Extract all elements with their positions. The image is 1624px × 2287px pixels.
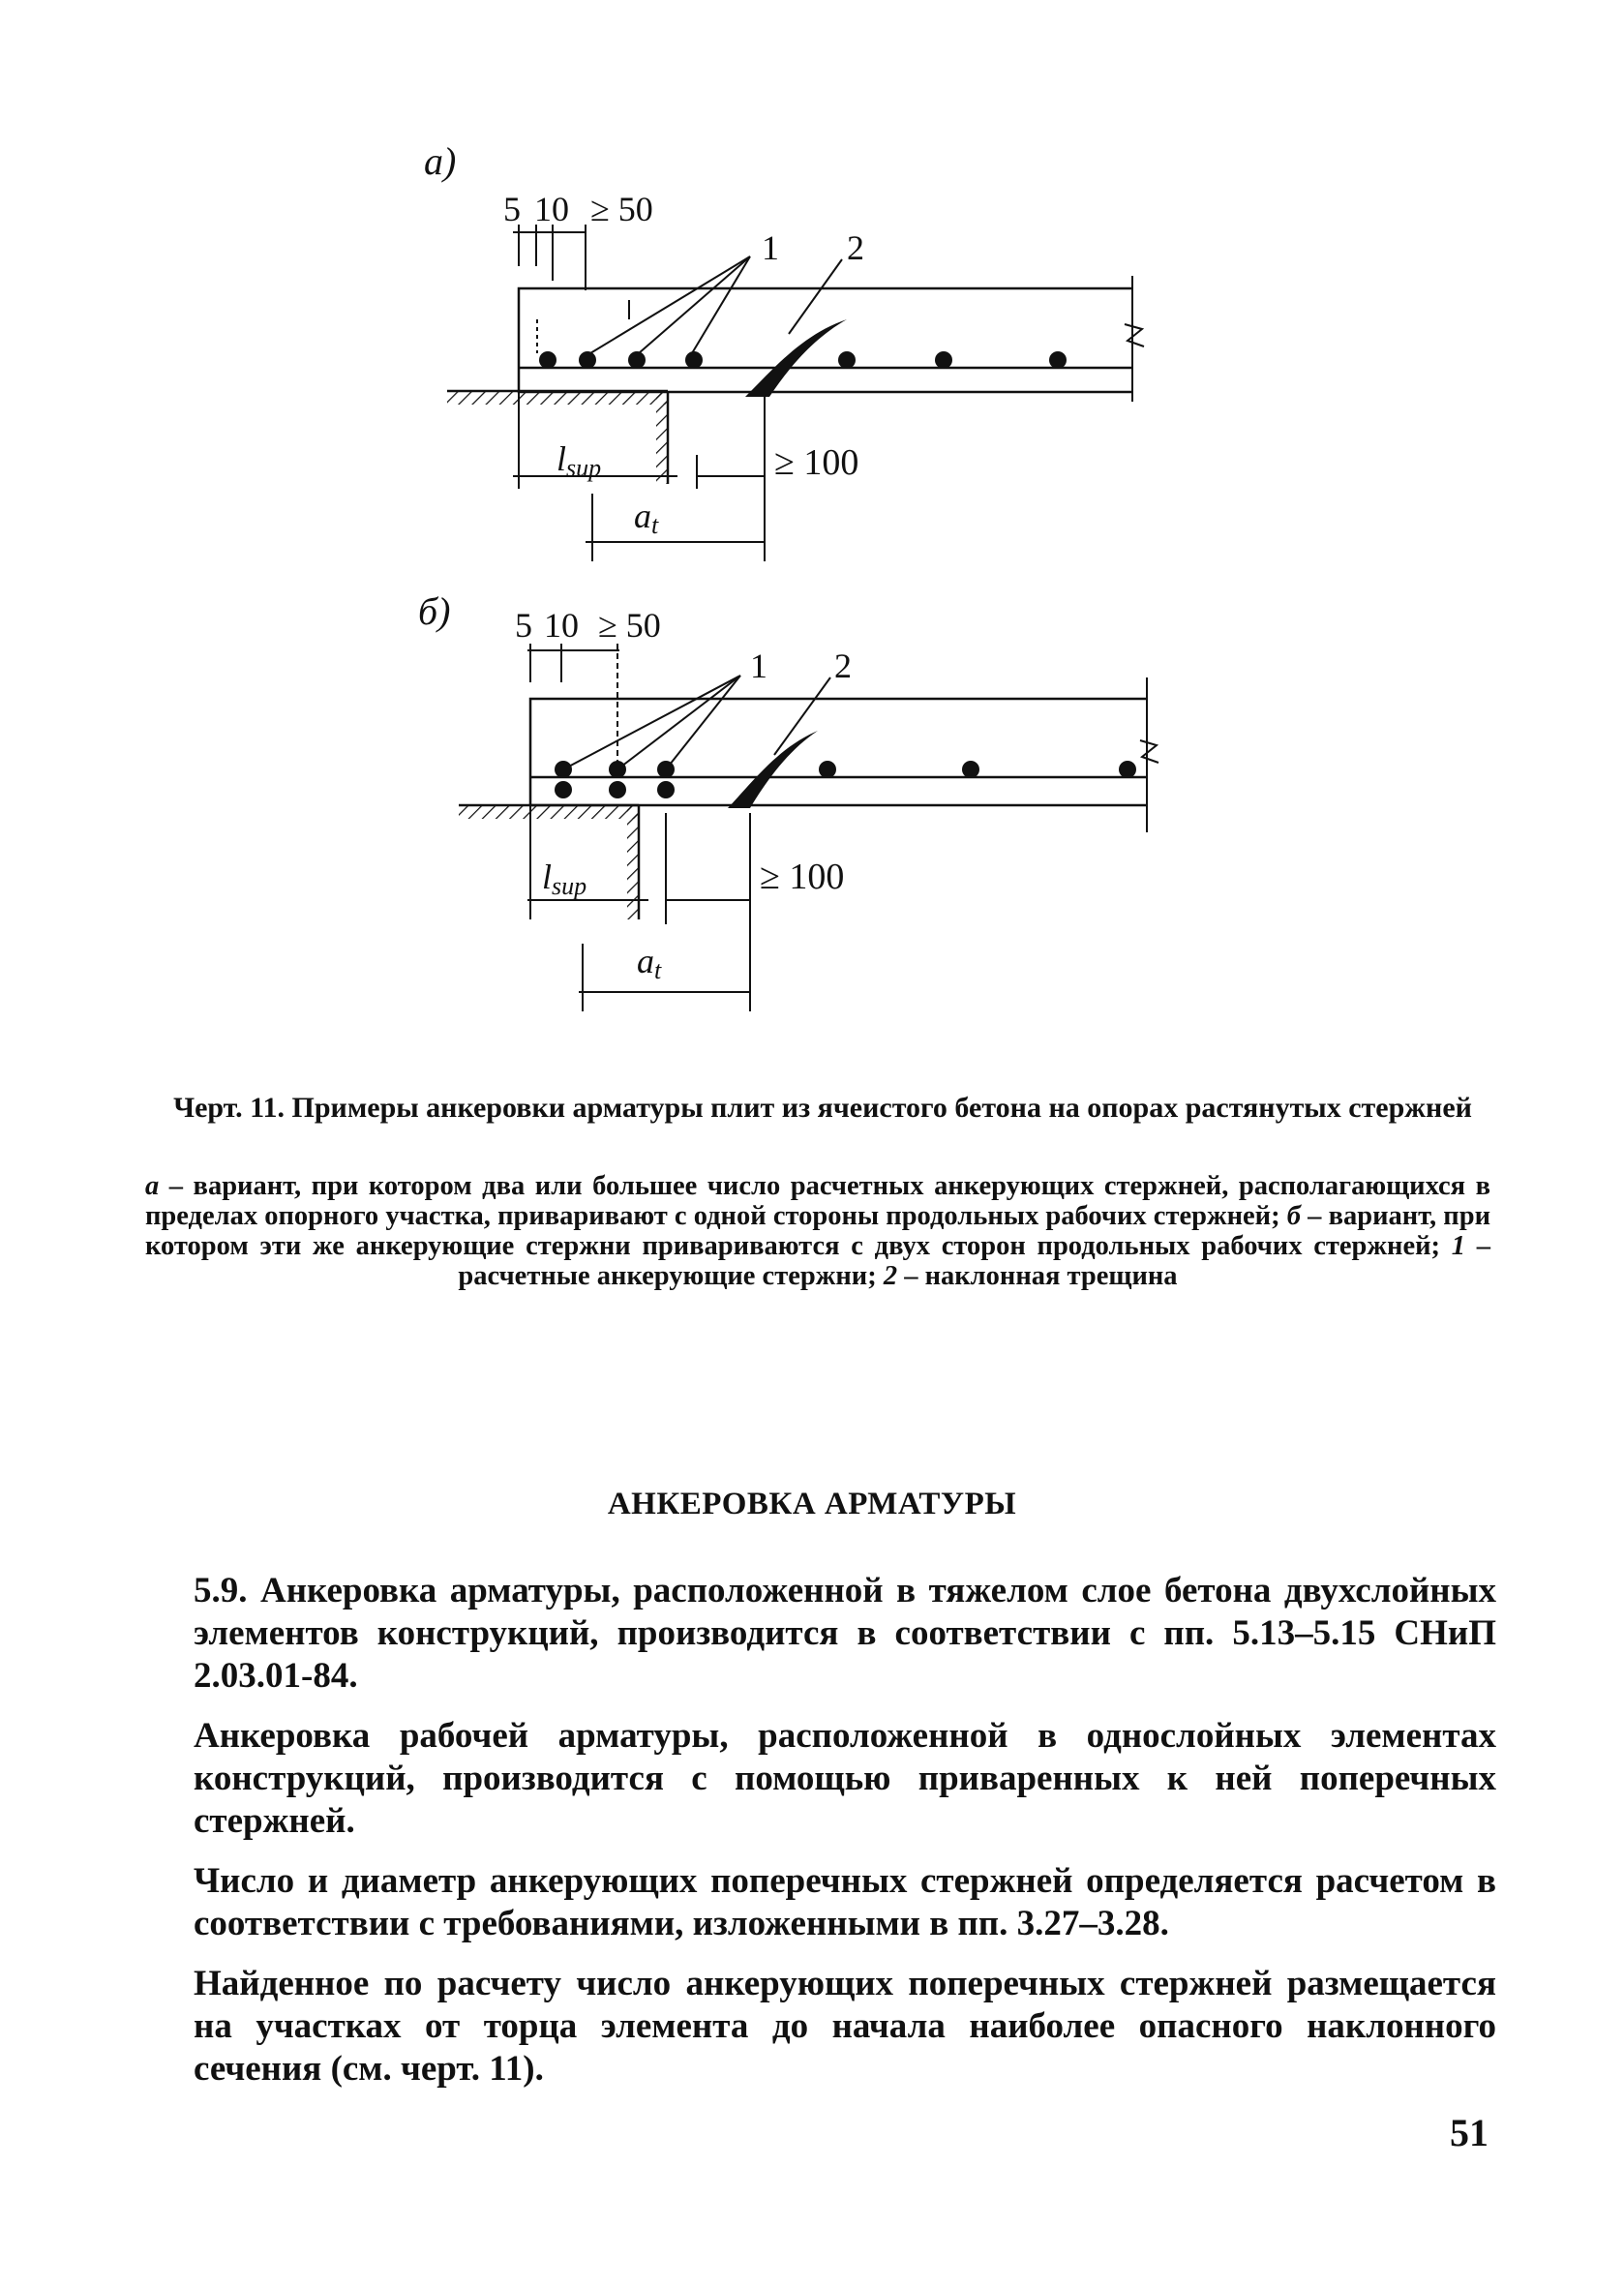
panel-b-dim-10: 10 (544, 606, 579, 645)
panel-a-leader-1 (590, 256, 750, 353)
legend-text-2: – наклонная трещина (897, 1261, 1178, 1291)
panel-b-callout-1: 1 (750, 647, 767, 685)
panel-a-bar (838, 351, 856, 369)
figure-caption: Черт. 11. Примеры анкеровки арматуры плит из ячеистого бетона на опорах растянутых стержней (173, 1092, 1472, 1124)
legend-text-a: – вариант, при котором два или большее число расчетных анкерующих стержней, располагающихся в пределах опорного участка, приваривают с одной стороны продольных рабочих стержней; (145, 1171, 1490, 1231)
panel-a-crack (745, 319, 847, 397)
panel-a-support-hatch (447, 391, 668, 405)
panel-b-crack (728, 731, 818, 808)
panel-b-lsup-label: lsup (542, 858, 587, 900)
anchorage-drawing (0, 0, 1624, 1045)
panel-b-dim-5: 5 (515, 606, 532, 645)
panel-b (418, 589, 1158, 1011)
panel-b-dim-50: ≥ 50 (598, 606, 661, 645)
panel-a-at-label: at (634, 497, 659, 539)
panel-a-dim-50: ≥ 50 (590, 190, 653, 228)
panel-a-anchor-bar (579, 351, 596, 369)
panel-b-label: б) (418, 589, 451, 633)
panel-a-dim-5: 5 (503, 190, 521, 228)
panel-a-anchor-bar (539, 351, 556, 369)
panel-a-callout-2: 2 (847, 228, 864, 267)
legend-key-b: б (1286, 1201, 1301, 1231)
panel-a-dim-10: 10 (534, 190, 569, 228)
legend-text-1: – расчетные анкерующие стержни; (458, 1231, 1491, 1291)
panel-a-callout-1: 1 (762, 228, 779, 267)
paragraph-working-reinforcement: Анкеровка рабочей арматуры, расположенной в однослойных элементах конструкций, производится с помощью приваренных к ней поперечных стержней. (194, 1716, 1496, 1841)
paragraph-number-diameter: Число и диаметр анкерующих поперечных стержней определяется расчетом в соответствии с требованиями, изложенными в пп. 3.27–3.28. (194, 1861, 1496, 1943)
panel-b-crack-dim: ≥ 100 (760, 857, 845, 897)
body-text (194, 1570, 1496, 2108)
legend-key-1: 1 (1451, 1231, 1466, 1261)
figure-legend (145, 1171, 1490, 1291)
panel-a-crack-dim: ≥ 100 (774, 442, 859, 483)
legend-text-b: – вариант, при котором эти же анкерующие стержни привариваются с двух сторон продольных рабочих стержней; (145, 1201, 1490, 1261)
legend-key-a: а (145, 1171, 160, 1201)
panel-b-at-label: at (637, 942, 662, 984)
figure-11 (0, 0, 1624, 1045)
panel-a-bar (1049, 351, 1067, 369)
section-heading: АНКЕРОВКА АРМАТУРЫ (607, 1487, 1017, 1521)
panel-b-callout-2: 2 (834, 647, 852, 685)
panel-a-bar (935, 351, 952, 369)
legend-key-2: 2 (883, 1261, 898, 1291)
page-number: 51 (1450, 2111, 1489, 2154)
panel-a-anchor-bar (628, 351, 646, 369)
panel-a-leader-2 (789, 259, 842, 334)
panel-a-anchor-bar (685, 351, 703, 369)
panel-a-lsup-label: lsup (556, 439, 602, 482)
panel-a-leader-1 (639, 256, 750, 353)
panel-a-label: а) (424, 139, 457, 183)
panel-a-leader-1 (692, 256, 750, 353)
panel-a-break-symbol (1125, 324, 1144, 346)
panel-a (424, 139, 1144, 561)
paragraph-placement: Найденное по расчету число анкерующих поперечных стержней размещается на участках от торца элемента до начала наиболее опасного наклонного сечения (см. черт. 11). (194, 1964, 1496, 2089)
paragraph-5-9: 5.9. Анкеровка арматуры, расположенной в тяжелом слое бетона двухслойных элементов конструкций, производится в соответствии с пп. 5.13–5.15 СНиП 2.03.01-84. (194, 1571, 1496, 1696)
